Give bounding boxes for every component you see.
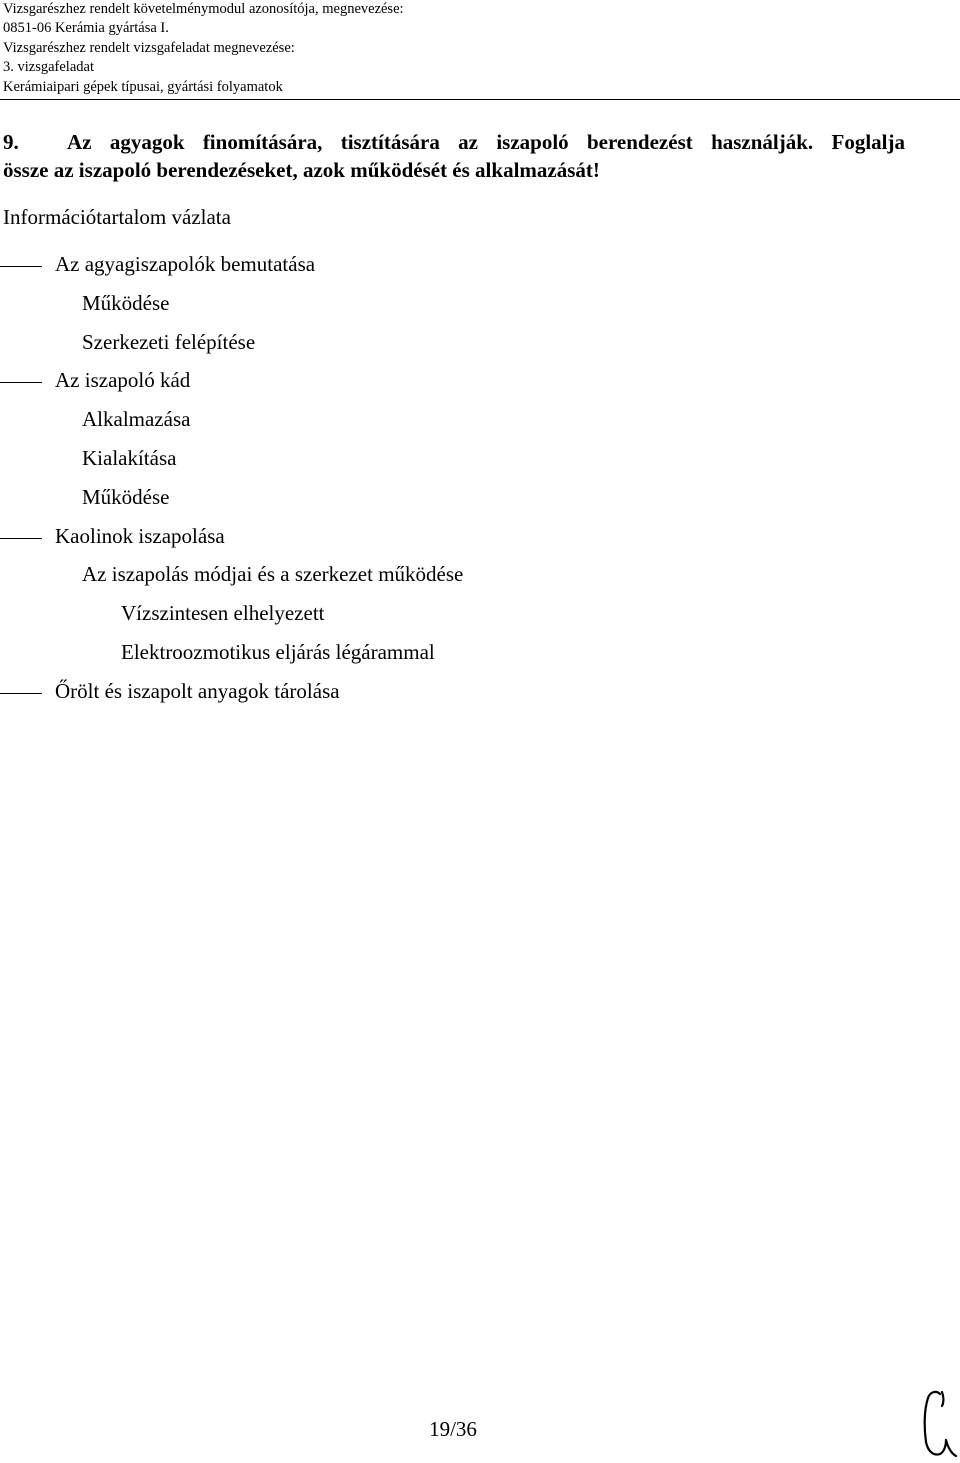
outline-item-level-2: Működése xyxy=(82,484,170,509)
header-line-task-label: Vizsgarészhez rendelt vizsgafeladat megnevezése: xyxy=(3,39,295,56)
page-number: 19/36 xyxy=(429,1417,477,1441)
outline-title: Információtartalom vázlata xyxy=(3,205,231,229)
document-header xyxy=(3,0,953,97)
outline-item-level-1: Őrölt és iszapolt anyagok tárolása xyxy=(55,678,340,703)
question-block xyxy=(3,128,905,184)
outline-item-level-3: Elektroozmotikus eljárás légárammal xyxy=(121,640,435,664)
outline-dash-bullet xyxy=(0,266,42,267)
question-text-line-2: össze az iszapoló berendezéseket, azok működését és alkalmazását! xyxy=(3,158,600,182)
outline-item-level-1: Az agyagiszapolók bemutatása xyxy=(55,252,316,276)
header-line-module-name: 0851-06 Kerámia gyártása I. xyxy=(3,20,169,37)
question-text-line-1: Az agyagok finomítására, tisztítására az iszapoló berendezést használják. Foglalja xyxy=(67,130,905,154)
outline-item-level-2: Az iszapolás módjai és a szerkezet működése xyxy=(82,562,464,587)
outline-item-level-2: Szerkezeti felépítése xyxy=(82,329,256,354)
outline-item-level-1: Az iszapoló kád xyxy=(55,368,191,393)
header-line-task-number: 3. vizsgafeladat xyxy=(3,59,94,76)
header-line-task-topic: Kerámiaipari gépek típusai, gyártási folyamatok xyxy=(3,78,283,95)
header-divider xyxy=(0,99,960,100)
outline-item-level-3: Vízszintesen elhelyezett xyxy=(121,601,325,626)
outline-dash-bullet xyxy=(0,538,42,539)
signature-mark xyxy=(918,1388,958,1460)
outline-item-level-2: Alkalmazása xyxy=(82,407,191,432)
outline-dash-bullet xyxy=(0,693,42,694)
outline-item-level-2: Kialakítása xyxy=(82,446,177,470)
question-number: 9. xyxy=(3,130,19,154)
outline-item-level-1: Kaolinok iszapolása xyxy=(55,523,225,548)
outline-dash-bullet xyxy=(0,382,42,383)
header-line-module-label: Vizsgarészhez rendelt követelménymodul azonosítója, megnevezése: xyxy=(3,1,404,17)
outline-item-level-2: Működése xyxy=(82,290,170,315)
